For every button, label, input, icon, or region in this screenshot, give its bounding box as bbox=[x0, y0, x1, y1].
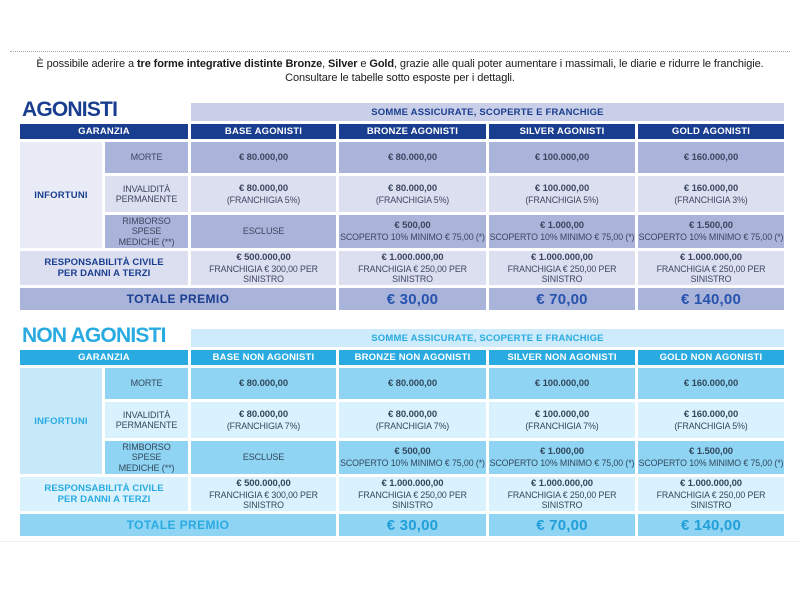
value-cell bbox=[191, 441, 336, 474]
total-premio-label: TOTALE PREMIO bbox=[20, 288, 336, 310]
column-header: BASE NON AGONISTI bbox=[191, 350, 336, 365]
responsabilita-line1: RESPONSABILITÀ CIVILE bbox=[44, 257, 164, 268]
value-line2: (FRANCHIGIA 5%) bbox=[525, 194, 599, 205]
value-cell bbox=[191, 402, 336, 438]
value-line1: € 100.000,00 bbox=[534, 152, 590, 163]
column-header: GOLD NON AGONISTI bbox=[638, 350, 784, 365]
column-header: BRONZE NON AGONISTI bbox=[339, 350, 486, 365]
table-title-non-agonisti: NON AGONISTI bbox=[22, 324, 166, 347]
value-cell bbox=[489, 176, 635, 212]
value-line1: ESCLUSE bbox=[242, 226, 285, 236]
value-line1: € 1.000.000,00 bbox=[531, 251, 593, 263]
value-line1: € 160.000,00 bbox=[683, 152, 739, 163]
intro-text-part: e bbox=[357, 58, 370, 70]
row-label: RIMBORSO SPESE MEDICHE (**) bbox=[105, 441, 188, 474]
total-premio-value: € 70,00 bbox=[489, 514, 635, 536]
value-line1: € 1.000.000,00 bbox=[381, 251, 444, 263]
value-line1: € 80.000,00 bbox=[387, 182, 438, 194]
intro-line2: Consultare le tabelle sotto esposte per i dettagli. bbox=[285, 72, 515, 84]
value-cell bbox=[191, 176, 336, 212]
column-header: SILVER NON AGONISTI bbox=[489, 350, 635, 365]
value-line2: (FRANCHIGIA 7%) bbox=[375, 420, 450, 431]
value-line1: € 80.000,00 bbox=[387, 408, 438, 420]
row-label: MORTE bbox=[105, 142, 188, 173]
table-band-non-agonisti: SOMME ASSICURATE, SCOPERTE E FRANCHIGE bbox=[191, 329, 784, 347]
value-line1: € 160.000,00 bbox=[683, 408, 739, 420]
value-line2: SCOPERTO 10% MINIMO € 75,00 (*) bbox=[638, 458, 784, 469]
value-line1: € 500,00 bbox=[394, 446, 431, 458]
row-group-label-infortuni: INFORTUNI bbox=[20, 142, 102, 248]
value-line2: SCOPERTO 10% MINIMO € 75,00 (*) bbox=[340, 458, 485, 469]
value-line1: € 80.000,00 bbox=[238, 378, 289, 389]
value-line2: SCOPERTO 10% MINIMO € 75,00 (*) bbox=[489, 458, 635, 469]
value-cell bbox=[489, 477, 635, 511]
intro-text-part: Silver bbox=[328, 58, 358, 70]
value-cell bbox=[191, 477, 336, 511]
intro-text-part: , bbox=[322, 58, 329, 70]
table-grid-agonisti bbox=[20, 124, 784, 310]
responsabilita-line1: RESPONSABILITÀ CIVILE bbox=[44, 483, 164, 494]
value-line2: FRANCHIGIA € 250,00 PER SINISTRO bbox=[358, 263, 467, 284]
column-header: GOLD AGONISTI bbox=[638, 124, 784, 139]
value-line1: € 1.500,00 bbox=[689, 220, 733, 232]
bottom-divider bbox=[0, 541, 800, 542]
row-label: RIMBORSO SPESE MEDICHE (**) bbox=[105, 215, 188, 248]
value-cell bbox=[638, 441, 784, 474]
top-dotted-divider bbox=[10, 51, 790, 52]
value-line1: € 160.000,00 bbox=[683, 182, 739, 194]
value-cell bbox=[638, 368, 784, 399]
value-line1: € 100.000,00 bbox=[534, 378, 590, 389]
value-line1: € 80.000,00 bbox=[387, 152, 438, 163]
value-line2: (FRANCHIGIA 3%) bbox=[674, 194, 748, 205]
value-cell bbox=[339, 402, 486, 438]
value-line1: € 100.000,00 bbox=[534, 182, 590, 194]
column-header-garanzia: GARANZIA bbox=[20, 124, 188, 139]
value-line2: SCOPERTO 10% MINIMO € 75,00 (*) bbox=[340, 232, 485, 243]
table-title-agonisti: AGONISTI bbox=[22, 98, 118, 121]
value-line1: € 500.000,00 bbox=[236, 477, 291, 489]
value-line1: € 1.500,00 bbox=[689, 446, 733, 458]
value-cell bbox=[489, 441, 635, 474]
value-line2: (FRANCHIGIA 7%) bbox=[226, 420, 301, 431]
column-header: SILVER AGONISTI bbox=[489, 124, 635, 139]
value-line1: € 160.000,00 bbox=[683, 378, 739, 389]
value-line2: FRANCHIGIA € 250,00 PER SINISTRO bbox=[507, 489, 617, 510]
value-line1: € 1.000,00 bbox=[540, 220, 584, 232]
row-label: INVALIDITÀ PERMANENTE bbox=[105, 402, 188, 438]
value-cell bbox=[638, 251, 784, 285]
intro-text-part: È possibile aderire a bbox=[36, 58, 137, 70]
row-label: INVALIDITÀ PERMANENTE bbox=[105, 176, 188, 212]
value-cell bbox=[489, 368, 635, 399]
value-line2: (FRANCHIGIA 5%) bbox=[674, 420, 748, 431]
value-cell bbox=[191, 142, 336, 173]
value-line1: € 80.000,00 bbox=[238, 152, 289, 163]
value-cell bbox=[489, 215, 635, 248]
value-line2: (FRANCHIGIA 5%) bbox=[226, 194, 301, 205]
value-line2: (FRANCHIGIA 5%) bbox=[375, 194, 450, 205]
row-label-responsabilita bbox=[20, 477, 188, 511]
value-cell bbox=[339, 176, 486, 212]
value-line1: € 80.000,00 bbox=[387, 378, 438, 389]
value-line1: € 1.000,00 bbox=[540, 446, 584, 458]
total-premio-value: € 30,00 bbox=[339, 514, 486, 536]
value-cell bbox=[638, 402, 784, 438]
value-line1: € 1.000.000,00 bbox=[680, 477, 742, 489]
total-premio-value: € 30,00 bbox=[339, 288, 486, 310]
value-cell bbox=[339, 368, 486, 399]
value-cell bbox=[339, 441, 486, 474]
row-label: MORTE bbox=[105, 368, 188, 399]
value-line1: € 500.000,00 bbox=[236, 251, 291, 263]
value-cell bbox=[489, 251, 635, 285]
total-premio-value: € 70,00 bbox=[489, 288, 635, 310]
value-cell bbox=[339, 215, 486, 248]
value-line1: € 80.000,00 bbox=[238, 182, 289, 194]
value-cell bbox=[191, 251, 336, 285]
intro-text-part: tre forme integrative distinte Bronze bbox=[136, 58, 323, 70]
column-header-garanzia: GARANZIA bbox=[20, 350, 188, 365]
total-premio-value: € 140,00 bbox=[638, 288, 784, 310]
value-cell bbox=[339, 142, 486, 173]
total-premio-label: TOTALE PREMIO bbox=[20, 514, 336, 536]
value-cell bbox=[191, 215, 336, 248]
value-line2: FRANCHIGIA € 300,00 PER SINISTRO bbox=[209, 263, 318, 284]
value-line1: € 1.000.000,00 bbox=[381, 477, 444, 489]
value-cell bbox=[638, 142, 784, 173]
value-line1: € 500,00 bbox=[394, 220, 431, 232]
table-grid-non-agonisti bbox=[20, 350, 784, 536]
value-cell bbox=[191, 368, 336, 399]
intro-text-part: Gold bbox=[369, 58, 395, 70]
value-line1: ESCLUSE bbox=[242, 452, 285, 462]
value-cell bbox=[489, 402, 635, 438]
value-cell bbox=[638, 477, 784, 511]
value-line2: SCOPERTO 10% MINIMO € 75,00 (*) bbox=[489, 232, 635, 243]
value-line1: € 100.000,00 bbox=[534, 408, 590, 420]
responsabilita-line2: PER DANNI A TERZI bbox=[57, 268, 151, 279]
responsabilita-line2: PER DANNI A TERZI bbox=[57, 494, 151, 505]
value-cell bbox=[339, 477, 486, 511]
value-line1: € 80.000,00 bbox=[238, 408, 289, 420]
column-header: BRONZE AGONISTI bbox=[339, 124, 486, 139]
value-line2: (FRANCHIGIA 7%) bbox=[525, 420, 599, 431]
row-group-label-infortuni: INFORTUNI bbox=[20, 368, 102, 474]
value-line2: SCOPERTO 10% MINIMO € 75,00 (*) bbox=[638, 232, 784, 243]
value-line1: € 1.000.000,00 bbox=[531, 477, 593, 489]
value-line2: FRANCHIGIA € 250,00 PER SINISTRO bbox=[507, 263, 617, 284]
value-cell bbox=[489, 142, 635, 173]
total-premio-value: € 140,00 bbox=[638, 514, 784, 536]
intro-line1 bbox=[20, 57, 780, 71]
value-cell bbox=[638, 176, 784, 212]
value-line2: FRANCHIGIA € 250,00 PER SINISTRO bbox=[358, 489, 467, 510]
value-cell bbox=[339, 251, 486, 285]
value-line1: € 1.000.000,00 bbox=[680, 251, 742, 263]
intro-text-part: , grazie alle quali poter aumentare i massimali, le diarie e ridurre le franchigie. bbox=[394, 58, 764, 70]
intro-paragraph bbox=[20, 57, 780, 85]
row-label-responsabilita bbox=[20, 251, 188, 285]
value-line2: FRANCHIGIA € 250,00 PER SINISTRO bbox=[656, 263, 766, 284]
table-band-agonisti: SOMME ASSICURATE, SCOPERTE E FRANCHIGE bbox=[191, 103, 784, 121]
value-line2: FRANCHIGIA € 300,00 PER SINISTRO bbox=[209, 489, 318, 510]
column-header: BASE AGONISTI bbox=[191, 124, 336, 139]
value-line2: FRANCHIGIA € 250,00 PER SINISTRO bbox=[656, 489, 766, 510]
value-cell bbox=[638, 215, 784, 248]
